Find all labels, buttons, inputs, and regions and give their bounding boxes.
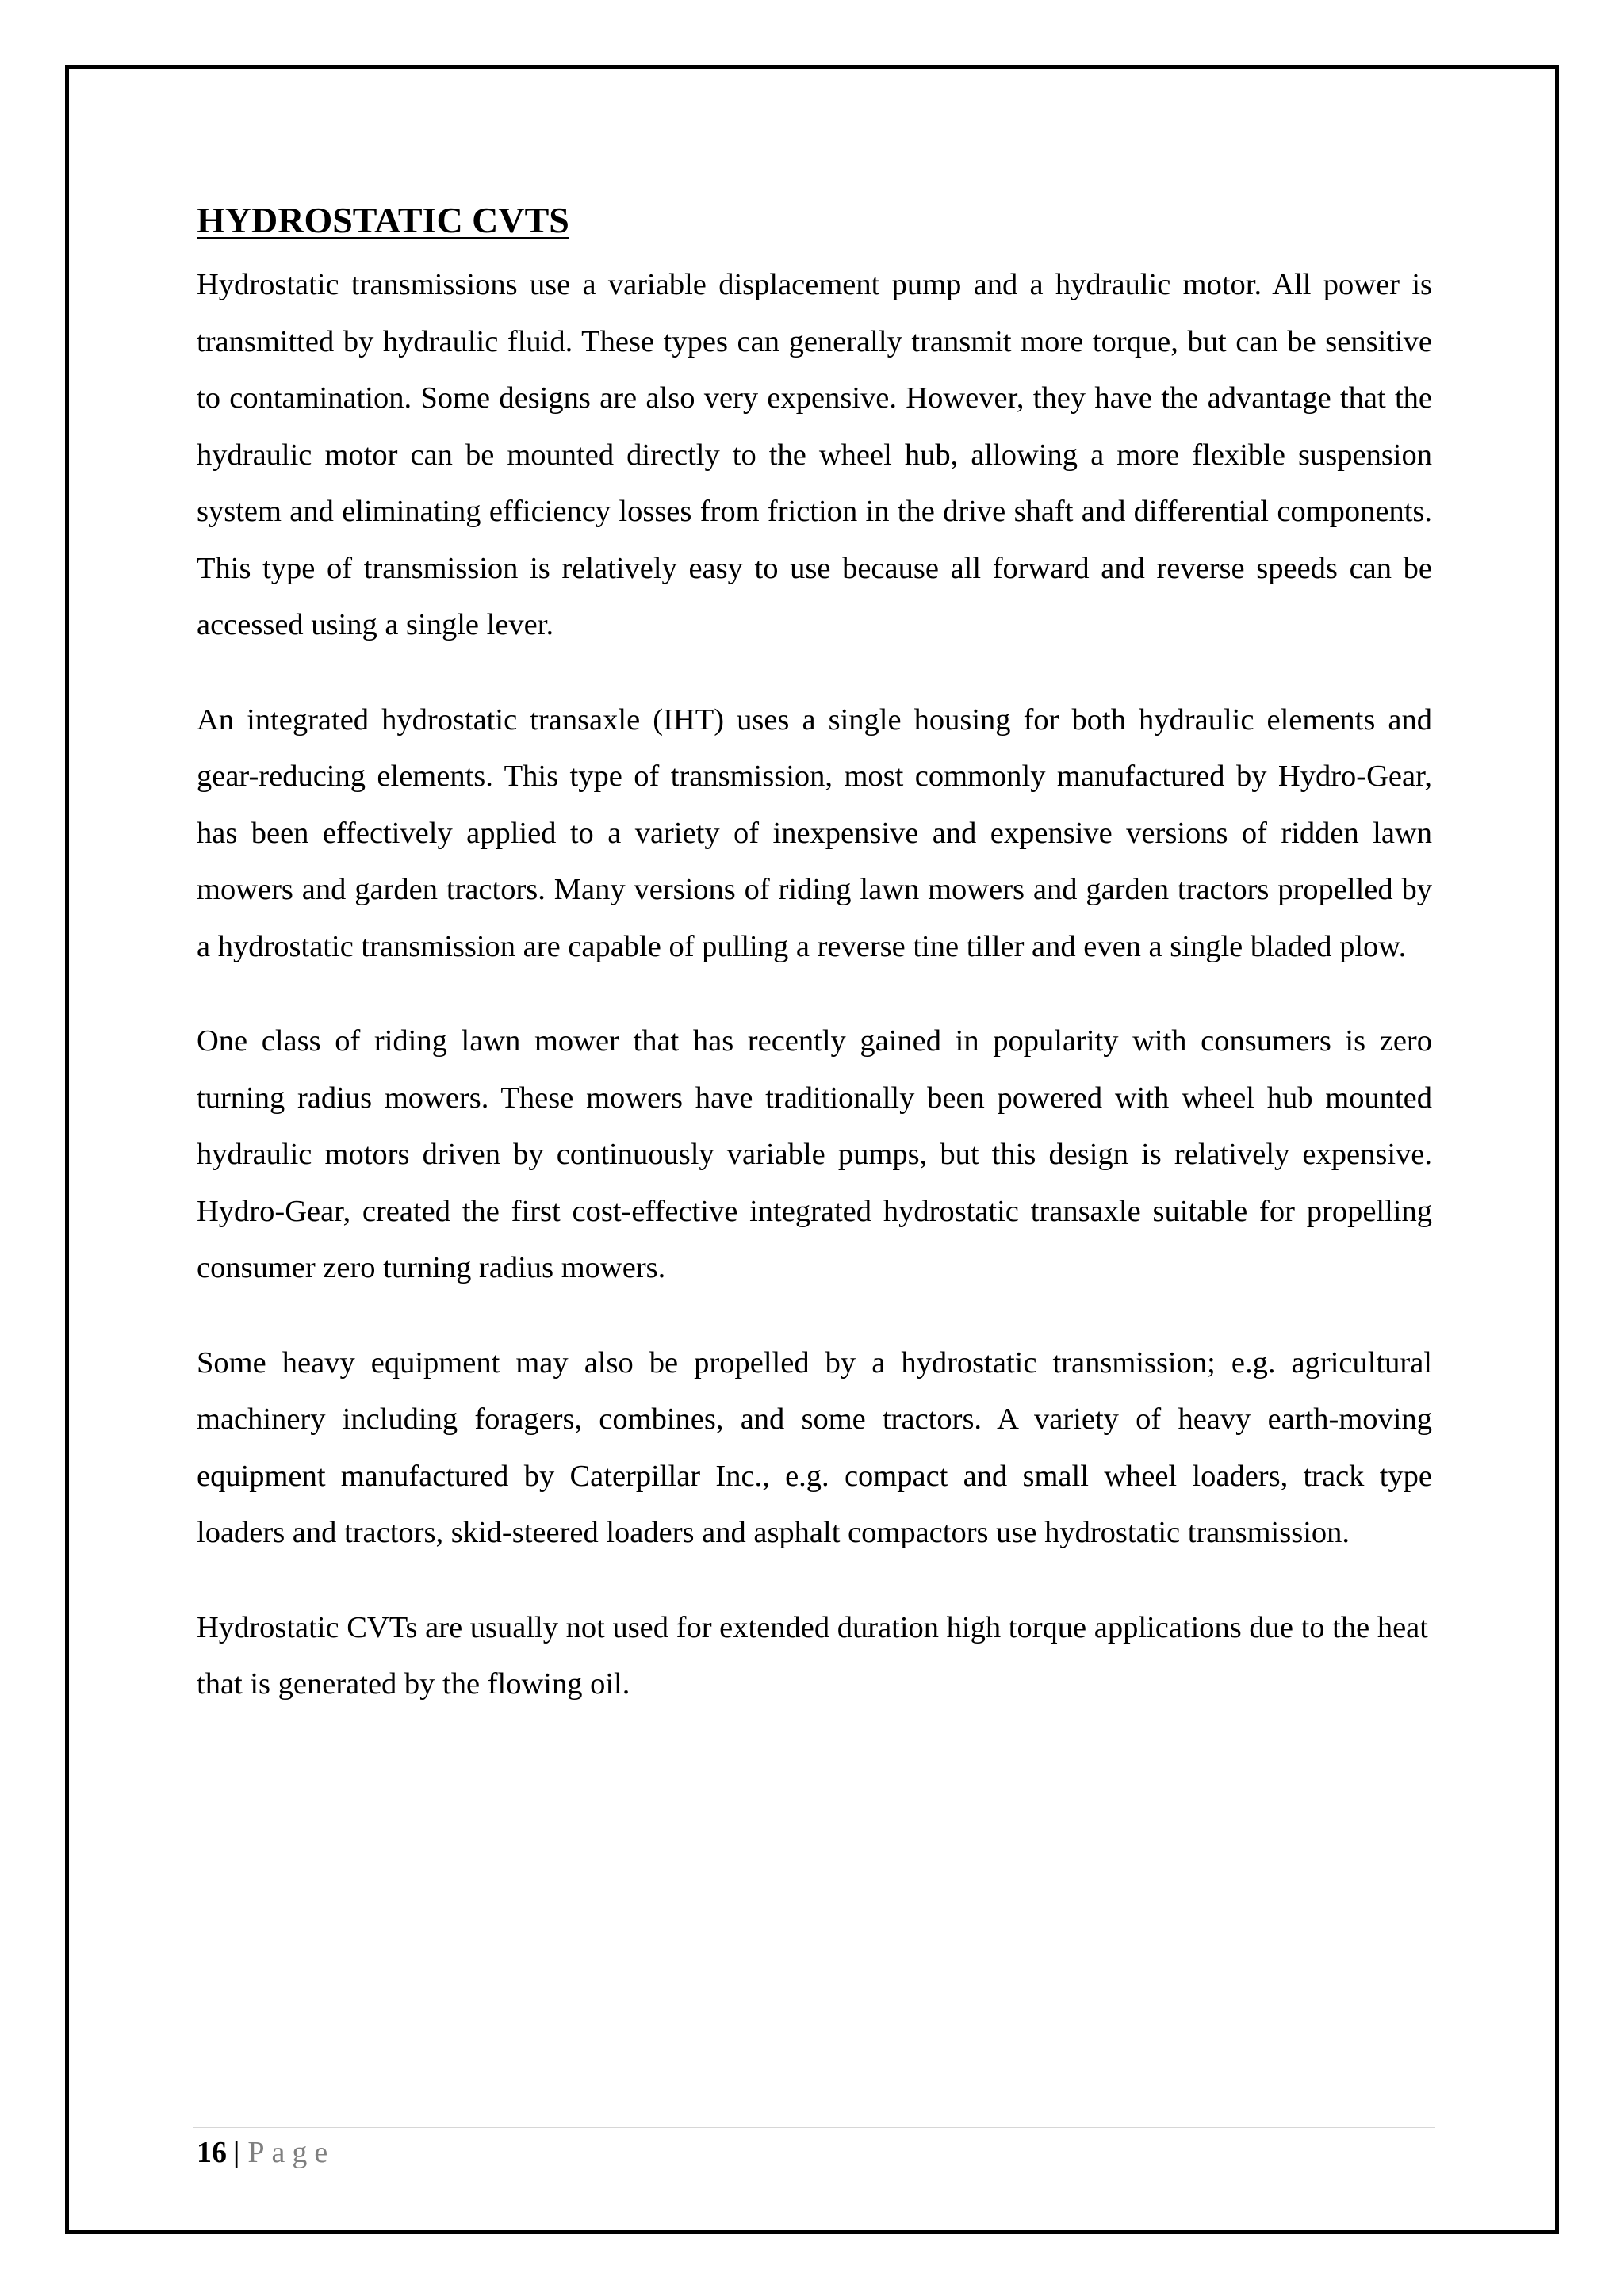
paragraph-hydrostatic-intro: Hydrostatic transmissions use a variable displacement pump and a hydraulic motor. All power is transmitted by hydraulic fluid. These types can generally transmit more torque, but can be sensitive to contamination. Some designs are also very expensive. However, they have the advantage that the hydraulic motor can be mounted directly to the wheel hub, allowing a more flexible suspension system and eliminating efficiency losses from friction in the drive shaft and differential components. This type of transmission is relatively easy to use because all forward and reverse speeds can be accessed using a single lever. bbox=[197, 268, 1432, 641]
footer-separator: | bbox=[233, 2136, 240, 2169]
page-number: 16 bbox=[197, 2136, 227, 2169]
paragraph-zero-turn-mowers: One class of riding lawn mower that has recently gained in popularity with consumers is zero turning radius mowers. These mowers have traditionally been powered with wheel hub mounted hydraulic motors driven by continuously variable pumps, but this design is relatively expensive. Hydro-Gear, created the first cost-effective integrated hydrostatic transaxle suitable for propelling consumer zero turning radius mowers. bbox=[197, 1024, 1432, 1284]
paragraph-heat-limitation: Hydrostatic CVTs are usually not used for extended duration high torque applications due to the heat that is generated by the flowing oil. bbox=[197, 1610, 1428, 1701]
page-footer bbox=[197, 2133, 335, 2172]
page-content bbox=[197, 197, 1432, 1751]
page-label: Page bbox=[247, 2136, 335, 2169]
paragraph-integrated-transaxle: An integrated hydrostatic transaxle (IHT) uses a single housing for both hydraulic elements and gear-reducing elements. This type of transmission, most commonly manufactured by Hydro-Gear, has been effectively applied to a variety of inexpensive and expensive versions of ridden lawn mowers and garden tractors. Many versions of riding lawn mowers and garden tractors propelled by a hydrostatic transmission are capable of pulling a reverse tine tiller and even a single bladed plow. bbox=[197, 702, 1432, 963]
paragraph-heavy-equipment: Some heavy equipment may also be propelled by a hydrostatic transmission; e.g. agricultural machinery including foragers, combines, and some tractors. A variety of heavy earth-moving equipment manufactured by Caterpillar Inc., e.g. compact and small wheel loaders, track type loaders and tractors, skid-steered loaders and asphalt compactors use hydrostatic transmission. bbox=[197, 1345, 1432, 1549]
section-heading: HYDROSTATIC CVTS bbox=[197, 200, 569, 240]
footer-divider bbox=[193, 2127, 1435, 2128]
